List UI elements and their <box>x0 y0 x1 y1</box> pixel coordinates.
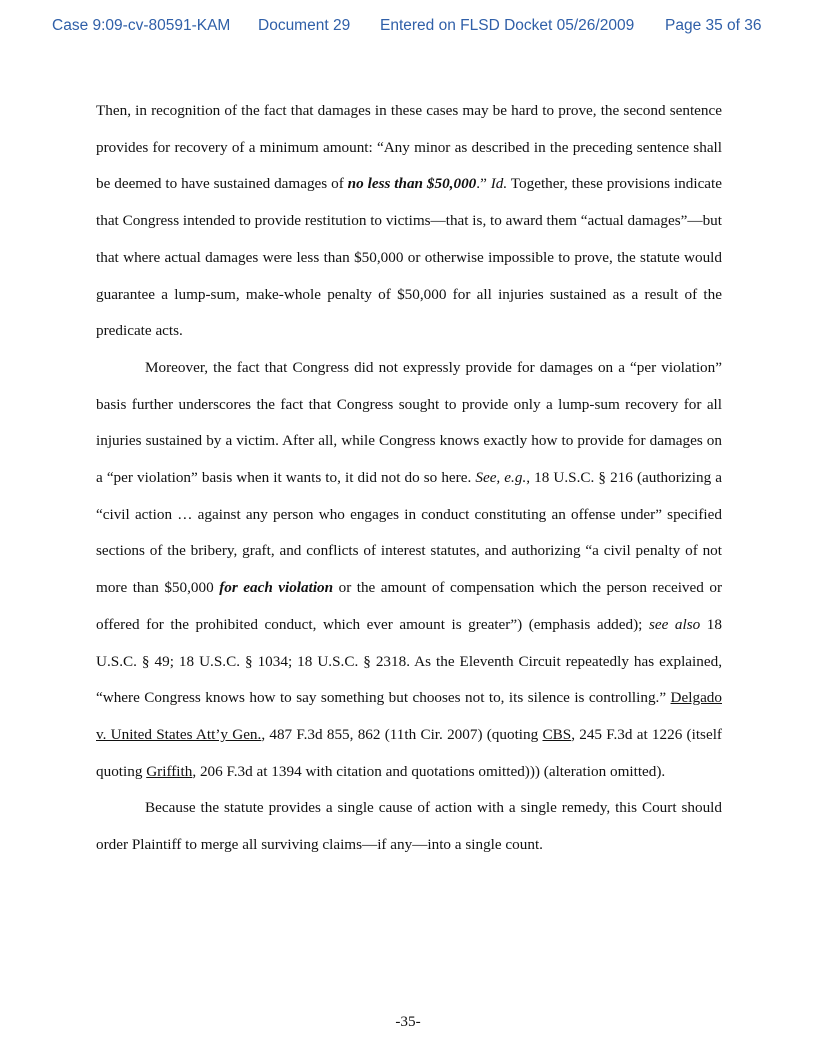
document-number: Document 29 <box>258 17 351 34</box>
text-run: Together, these provisions indicate that Congress intended to provide restitution to victims—that is, to award them “actual damages”—but that where actual damages were less than $50,000 or otherwise impossible to prove, the statute would guarantee a lump-sum, make-whole penalty of $50,000 for all injuries sustained as a result of the predicate acts. <box>96 175 723 340</box>
page-indicator: Page 35 of 36 <box>665 17 762 34</box>
text-run: Then, in recognition of the fact that damages in these cases may be hard to prove, the second sentence provides for recovery of a minimum amount: “Any minor as described in the preceding sentence shall be deemed to have sustained damages of <box>96 102 722 193</box>
document-body <box>96 93 722 864</box>
case-name: Griffith <box>146 762 193 780</box>
text-run: Because the statute provides a single cause of action with a single remedy, this Court should order Plaintiff to merge all surviving claims—if any—into a single count. <box>96 799 722 854</box>
docket-entry-date: Entered on FLSD Docket 05/26/2009 <box>380 17 635 34</box>
text-run: or the amount of compensation which the person received or offered for the prohibited conduct, which ever amount is greater”) (emphasis added); <box>96 579 723 633</box>
case-name: CBS <box>542 725 572 743</box>
case-number: Case 9:09-cv-80591-KAM <box>52 17 231 34</box>
paragraph-2 <box>96 350 722 790</box>
emphasis-text: for each violation <box>219 579 334 597</box>
citation-signal: See, e.g. <box>475 469 527 487</box>
text-run: , 18 U.S.C. § 216 (authorizing a “civil action … against any person who engages in conduct constituting an offense under” specified sections of the bribery, graft, and conflicts of interest statutes, and authorizing “a civil penalty of not more than $50,000 <box>96 469 722 597</box>
citation-signal: see also <box>648 615 701 633</box>
text-run: 18 U.S.C. § 49; 18 U.S.C. § 1034; 18 U.S.C. § 2318. As the Eleventh Circuit repeatedly has explained, “where Congress knows how to say something but chooses not to, its silence is controlling.” <box>96 615 722 707</box>
text-run: Moreover, the fact that Congress did not expressly provide for damages on a “per violation” basis further underscores the fact that Congress sought to provide only a lump-sum recovery for all injuries sustained by a victim. After all, while Congress knows exactly how to provide for damages on a “per violation” basis when it wants to, it did not do so here. <box>96 358 722 487</box>
emphasis-text: no less than $50,000 <box>347 175 477 193</box>
text-run: , 487 F.3d 855, 862 (11th Cir. 2007) (quoting <box>261 725 543 743</box>
citation-signal: Id. <box>490 175 508 193</box>
page-number: -35- <box>395 1013 421 1030</box>
case-name: Delgado v. United States Att’y Gen. <box>96 689 722 743</box>
paragraph-1 <box>96 93 722 350</box>
paragraph-3 <box>96 790 722 863</box>
text-run: , 206 F.3d at 1394 with citation and quotations omitted))) (alteration omitted). <box>192 762 666 780</box>
text-run: .” <box>476 175 491 193</box>
text-run: , 245 F.3d at 1226 (itself quoting <box>96 725 722 780</box>
